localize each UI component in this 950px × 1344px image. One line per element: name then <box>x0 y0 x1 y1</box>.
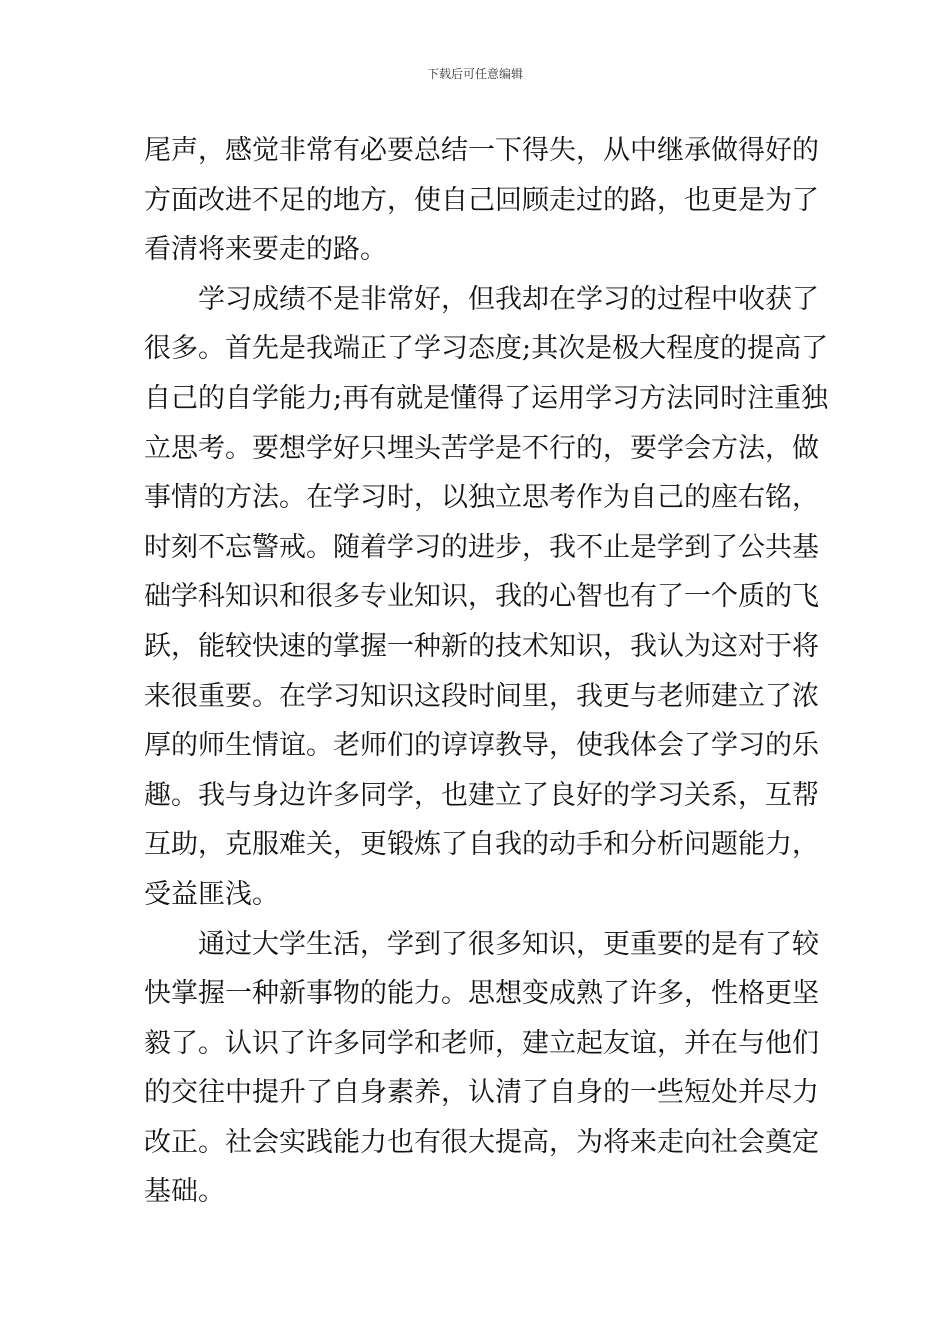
paragraph <box>144 920 819 1218</box>
text-line: 趣。我与身边许多同学，也建立了良好的学习关系，互帮 <box>144 779 819 811</box>
text-line: 受益匪浅。 <box>144 878 279 910</box>
text-line: 看清将来要走的路。 <box>144 234 387 266</box>
text-line: 时刻不忘警戒。随着学习的进步，我不止是学到了公共基 <box>144 531 819 563</box>
text-line: 很多。首先是我端正了学习态度;其次是极大程度的提高了 <box>144 333 829 365</box>
text-line: 互助，克服难关，更锻炼了自我的动手和分析问题能力， <box>144 829 819 861</box>
paragraph <box>144 126 819 275</box>
text-line: 毅了。认识了许多同学和老师，建立起友谊，并在与他们 <box>144 1027 819 1059</box>
text-line: 基础。 <box>144 1176 225 1208</box>
text-line: 方面改进不足的地方，使自己回顾走过的路，也更是为了 <box>144 184 819 216</box>
page-header: 下载后可任意编辑 <box>426 67 523 81</box>
text-line: 自己的自学能力;再有就是懂得了运用学习方法同时注重独 <box>144 382 829 414</box>
text-line: 立思考。要想学好只埋头苦学是不行的，要学会方法，做 <box>144 432 819 464</box>
text-line: 跃，能较快速的掌握一种新的技术知识，我认为这对于将 <box>144 630 819 662</box>
text-line: 厚的师生情谊。老师们的谆谆教导，使我体会了学习的乐 <box>144 730 819 762</box>
document-body <box>144 126 829 1217</box>
text-line: 的交往中提升了自身素养，认清了自身的一些短处并尽力 <box>144 1077 819 1109</box>
text-line: 础学科知识和很多专业知识，我的心智也有了一个质的飞 <box>144 581 819 613</box>
text-line: 快掌握一种新事物的能力。思想变成熟了许多，性格更坚 <box>144 978 819 1010</box>
text-line: 学习成绩不是非常好，但我却在学习的过程中收获了 <box>198 283 819 315</box>
text-line: 改正。社会实践能力也有很大提高，为将来走向社会奠定 <box>144 1126 819 1158</box>
text-line: 来很重要。在学习知识这段时间里，我更与老师建立了浓 <box>144 680 819 712</box>
text-line: 事情的方法。在学习时，以独立思考作为自己的座右铭， <box>144 482 819 514</box>
paragraph <box>144 275 829 920</box>
text-line: 尾声，感觉非常有必要总结一下得失，从中继承做得好的 <box>144 135 819 166</box>
text-line: 通过大学生活，学到了很多知识，更重要的是有了较 <box>198 928 819 960</box>
